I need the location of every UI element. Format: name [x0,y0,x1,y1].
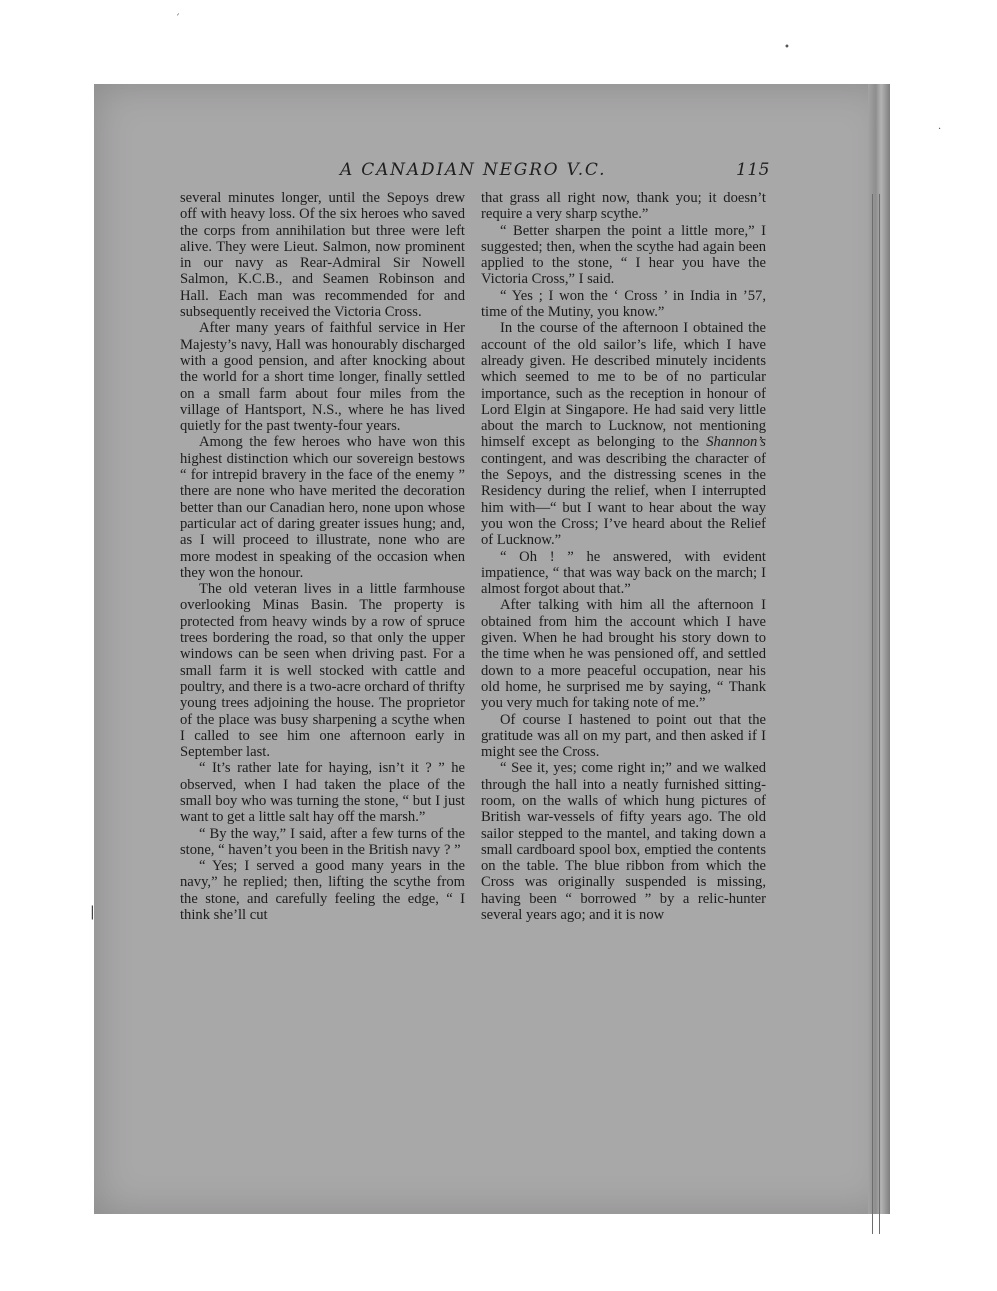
page-edge-binding [868,84,890,1214]
ship-name: Shannon’s [706,434,766,451]
page-number: 115 [736,160,770,180]
edge-line [872,194,873,1234]
paragraph: “ Oh ! ” he answered, with evident impatience, “ that was way back on the march; I almost forgot about that.” [481,548,766,598]
paragraph: After talking with him all the afternoon I obtained from him the account which I have given. When he had brought his story down to the time when he was pensioned off, and settled down to a more peaceful occupation, near his old home, he surprised me by saying, “ Thank you very much for taking note of me.” [481,597,766,712]
paragraph: “ By the way,” I said, after a few turns of the stone, “ haven’t you been in the British navy ? ” [180,825,465,858]
scan-speck: · [938,124,942,135]
paragraph: Of course I hastened to point out that the gratitude was all on my part, and then asked if I might see the Cross. [481,711,766,761]
paragraph: “ Yes ; I won the ‘ Cross ’ in India in ’57, time of the Mutiny, you know.” [481,287,766,321]
paragraph [481,320,766,548]
paragraph: The old veteran lives in a little farmhouse overlooking Minas Basin. The property is protected from heavy winds by a row of spruce trees bordering the road, so that only the upper windows can be seen when driving past. For a small farm it is well stocked with cattle and poultry, and there is a two-acre orchard of thrifty young trees adjoining the house. The proprietor of the place was busy sharpening a scythe when I called to see him one afternoon early in September last. [180,581,465,761]
scan-speck: ˊ [175,14,180,25]
paragraph: “ See it, yes; come right in;” and we walked through the hall into a neatly furnished sitting-room, on the walls of which hung pictures of British war-vessels of fifty years ago. The old sailor stepped to the mantel, and taking down a small cardboard spool box, emptied the contents on the table. The blue ribbon from which the Cross was originally suspended is missing, having been “ borrowed ” by a relic-hunter several years ago; and it is now [481,760,766,924]
left-column [180,190,465,923]
running-title: A CANADIAN NEGRO V.C. [340,160,607,180]
text-run: contingent, and was describing the character of the Sepoys, and the distressing scenes in the Residency during the relief, when I interrupted him with—“ but I want to hear about the way you won the Cross; I’ve heard about the Relief of Lucknow.” [481,450,766,549]
scan-speck: • [784,42,790,53]
right-column [481,190,766,923]
paragraph: After many years of faithful service in Her Majesty’s navy, Hall was honourably discharged with a good pension, and after knocking about the world for a short time longer, finally settled on a small farm about four miles from the village of Hantsport, N.S., where he has lived quietly for the past twenty-four years. [180,320,465,435]
text-run: In the course of the afternoon I obtained the account of the old sailor’s life, which I have already given. He described minutely incidents which seemed to me to be of no particular importance, such as the reception in honour of Lord Elgin at Singapore. He had said very little about the march to Lucknow, not mentioning himself except as belonging to the [481,320,766,451]
paragraph: that grass all right now, thank you; it doesn’t require a very sharp scythe.” [481,190,766,223]
edge-line [879,194,880,1234]
paragraph: “ Yes; I served a good many years in the navy,” he replied; then, lifting the scythe from the stone, and carefully feeling the edge, “ I think she’ll cut [180,858,465,924]
scan-speck: | [90,904,95,920]
paragraph: “ It’s rather late for haying, isn’t it ? ” he observed, when I had taken the place of the small boy who was turning the stone, “ but I just want to get a little salt hay off the marsh.” [180,760,465,826]
paragraph: “ Better sharpen the point a little more,” I suggested; then, when the scythe had again been applied to the stone, “ I hear you have the Victoria Cross,” I said. [481,222,766,288]
paragraph: Among the few heroes who have won this highest distinction which our sovereign bestows “ for intrepid bravery in the face of the enemy ” there are none who have merited the decoration better than our Canadian hero, none upon whose particular act of daring greater issues hung; and, as I will proceed to illustrate, none who are more modest in speaking of the occasion when they won the honour. [180,434,465,581]
paragraph: several minutes longer, until the Sepoys drew off with heavy loss. Of the six heroes who saved the corps from annihilation but three were left alive. They were Lieut. Salmon, now prominent in our navy as Rear-Admiral Sir Nowell Salmon, K.C.B., and Seamen Robinson and Hall. Each man was recommended for and subsequently received the Victoria Cross. [180,190,465,321]
